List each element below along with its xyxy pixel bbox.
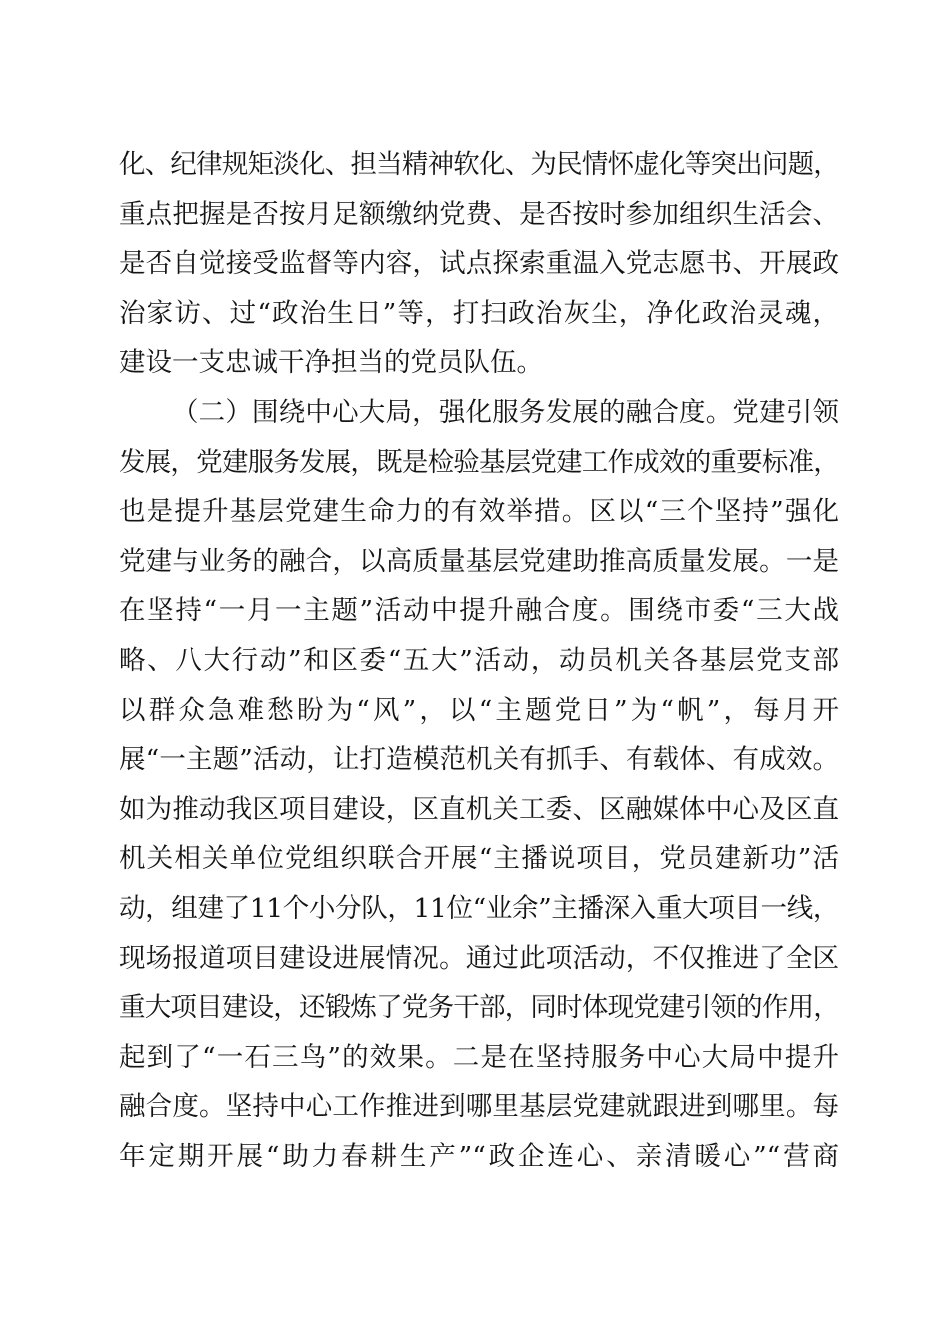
section-heading-line: （二）围绕中心大局，强化服务发展的融合度。党建引领 <box>172 396 839 428</box>
text-line: 治家访、过“政治生日”等，打扫政治灰尘，净化政治灵魂， <box>119 297 839 329</box>
text-line: 是否自觉接受监督等内容，试点探索重温入党志愿书、开展政 <box>119 248 839 280</box>
text-line: 重点把握是否按月足额缴纳党费、是否按时参加组织生活会、 <box>119 198 839 230</box>
text-line: 年定期开展“助力春耕生产”“政企连心、亲清暖心”“营商 <box>119 1140 839 1172</box>
text-line: 以群众急难愁盼为“风”，以“主题党日”为“帆”，每月开 <box>119 694 839 726</box>
text-line: 发展，党建服务发展，既是检验基层党建工作成效的重要标准， <box>119 446 839 478</box>
text-line: 动，组建了11个小分队，11位“业余”主播深入重大项目一线， <box>119 892 839 924</box>
text-line: 略、八大行动”和区委“五大”活动，动员机关各基层党支部 <box>119 644 839 676</box>
text-line: 展“一主题”活动，让打造模范机关有抓手、有载体、有成效。 <box>119 744 839 776</box>
text-line: 建设一支忠诚干净担当的党员队伍。 <box>119 347 543 379</box>
text-line: 如为推动我区项目建设，区直机关工委、区融媒体中心及区直 <box>119 793 839 825</box>
text-line: 重大项目建设，还锻炼了党务干部，同时体现党建引领的作用， <box>119 992 839 1024</box>
text-line: 也是提升基层党建生命力的有效举措。区以“三个坚持”强化 <box>119 496 839 528</box>
text-line: 起到了“一石三鸟”的效果。二是在坚持服务中心大局中提升 <box>119 1041 839 1073</box>
text-line: 机关相关单位党组织联合开展“主播说项目，党员建新功”活 <box>119 843 839 875</box>
text-line: 化、纪律规矩淡化、担当精神软化、为民情怀虚化等突出问题， <box>119 149 839 180</box>
text-line: 融合度。坚持中心工作推进到哪里基层党建就跟进到哪里。每 <box>119 1091 839 1123</box>
body-text <box>119 140 839 1181</box>
text-line: 现场报道项目建设进展情况。通过此项活动，不仅推进了全区 <box>119 942 839 974</box>
text-line: 在坚持“一月一主题”活动中提升融合度。围绕市委“三大战 <box>119 595 839 627</box>
text-line: 党建与业务的融合，以高质量基层党建助推高质量发展。一是 <box>119 545 839 577</box>
